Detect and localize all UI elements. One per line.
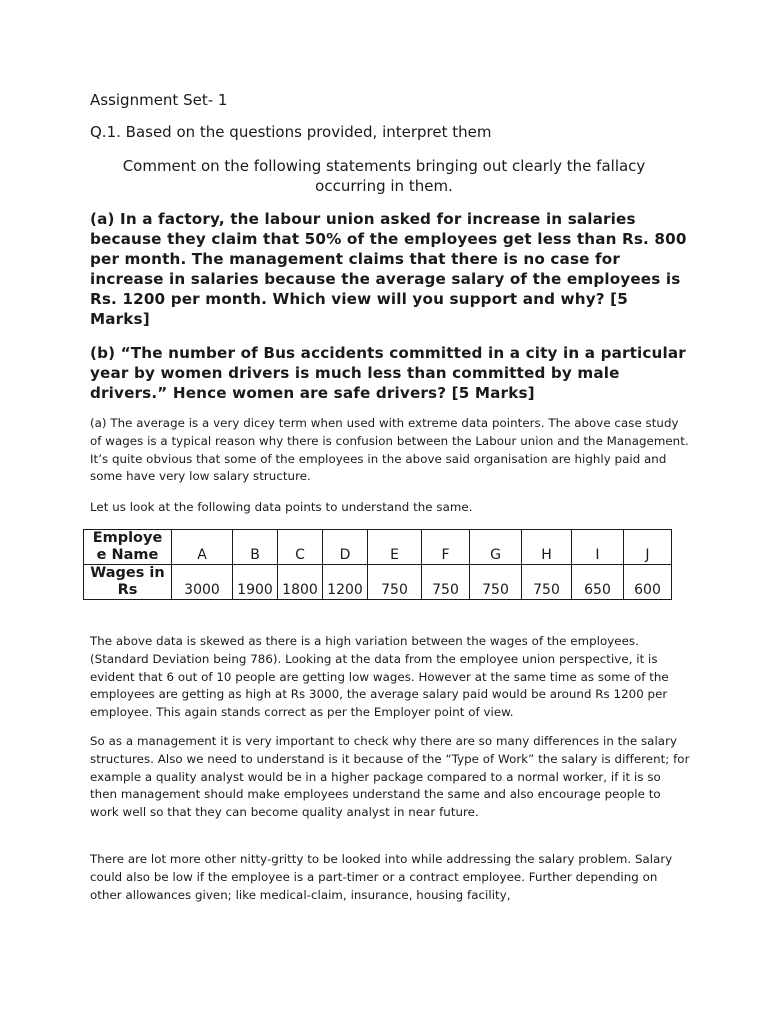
- table-cell-wage: [233, 565, 278, 600]
- table-cell-wage: [278, 565, 323, 600]
- table-cell-wage: [522, 565, 572, 600]
- question-a: (a) In a factory, the labour union asked for increase in salaries because they claim that 50% of the employees get less than Rs. 800 per month. The management claims that there is no case for increase in salaries because the average salary of the employees is Rs. 1200 per month. Which view will you support and why? [5 Marks]: [90, 210, 687, 328]
- table-cell-wage-text: 650: [584, 582, 611, 598]
- table-cell-wage-text: 750: [381, 582, 408, 598]
- table-cell-wage-text: 750: [533, 582, 560, 598]
- answer-paragraph-5: There are lot more other nitty-gritty to be looked into while addressing the salary problem. Salary could also be low if the employee is a part-timer or a contract employee. Further depending on other allowances given; like medical-claim, insurance, housing facility,: [90, 852, 673, 902]
- table-cell-name: D: [323, 530, 368, 565]
- table-cell-wage-text: 750: [432, 582, 459, 598]
- answer-paragraph-1: (a) The average is a very dicey term when used with extreme data pointers. The above case study of wages is a typical reason why there is confusion between the Labour union and the Management. It’s quite obvious that some of the employees in the above said organisation are highly paid and some have very low salary structure.: [90, 416, 689, 484]
- table-header-name-text: Employe e Name: [92, 530, 163, 563]
- table-header-wages: [84, 565, 172, 600]
- instruction-text: Comment on the following statements bringing out clearly the fallacy occurring in them.: [122, 157, 646, 195]
- table-cell-name: J: [624, 530, 672, 565]
- table-cell-wage-text: 3000: [184, 582, 220, 598]
- table-cell-name: A: [172, 530, 233, 565]
- table-cell-name: G: [470, 530, 522, 565]
- table-cell-name: B: [233, 530, 278, 565]
- table-cell-wage-text: 600: [634, 582, 661, 598]
- table-cell-name: E: [368, 530, 422, 565]
- table-cell-wage-text: 1200: [327, 582, 363, 598]
- table-header-name: [84, 530, 172, 565]
- table-cell-wage: [323, 565, 368, 600]
- table-cell-wage-text: 1900: [237, 582, 273, 598]
- table-cell-wage: [368, 565, 422, 600]
- table-cell-name: I: [572, 530, 624, 565]
- answer-paragraph-4: So as a management it is very important to check why there are so many differences in the salary structures. Also we need to understand is it because of the “Type of Work” the salary is different; for example a quality analyst would be in a higher package compared to a normal worker, if it is so then management should make employees understand the same and also encourage people to work well so that they can become quality analyst in near future.: [90, 734, 690, 820]
- table-header-wages-text: Wages in Rs: [90, 565, 165, 598]
- table-cell-wage: [572, 565, 624, 600]
- assignment-title: Assignment Set- 1: [90, 91, 228, 109]
- table-row-wages: [84, 565, 672, 600]
- table-cell-wage-text: 750: [482, 582, 509, 598]
- wages-table: [83, 529, 672, 600]
- answer-paragraph-3: The above data is skewed as there is a high variation between the wages of the employees. (Standard Deviation being 786). Looking at the data from the employee union perspective, it is evident that 6 out of 10 people are getting low wages. However at the same time as some of the employees are getting as high at Rs 3000, the average salary paid would be around Rs 1200 per employee. This again stands correct as per the Employer point of view.: [90, 634, 669, 720]
- table-cell-wage: [422, 565, 470, 600]
- table-cell-wage: [470, 565, 522, 600]
- table-cell-name: F: [422, 530, 470, 565]
- table-cell-wage: [172, 565, 233, 600]
- table-row-names: [84, 530, 672, 565]
- answer-paragraph-2: Let us look at the following data points to understand the same.: [90, 500, 473, 514]
- table-cell-wage-text: 1800: [282, 582, 318, 598]
- table-cell-wage: [624, 565, 672, 600]
- table-cell-name: C: [278, 530, 323, 565]
- question-heading: Q.1. Based on the questions provided, interpret them: [90, 123, 492, 141]
- question-b: (b) “The number of Bus accidents committed in a city in a particular year by women drivers is much less than committed by male drivers.” Hence women are safe drivers? [5 Marks]: [90, 344, 686, 402]
- table-cell-name: H: [522, 530, 572, 565]
